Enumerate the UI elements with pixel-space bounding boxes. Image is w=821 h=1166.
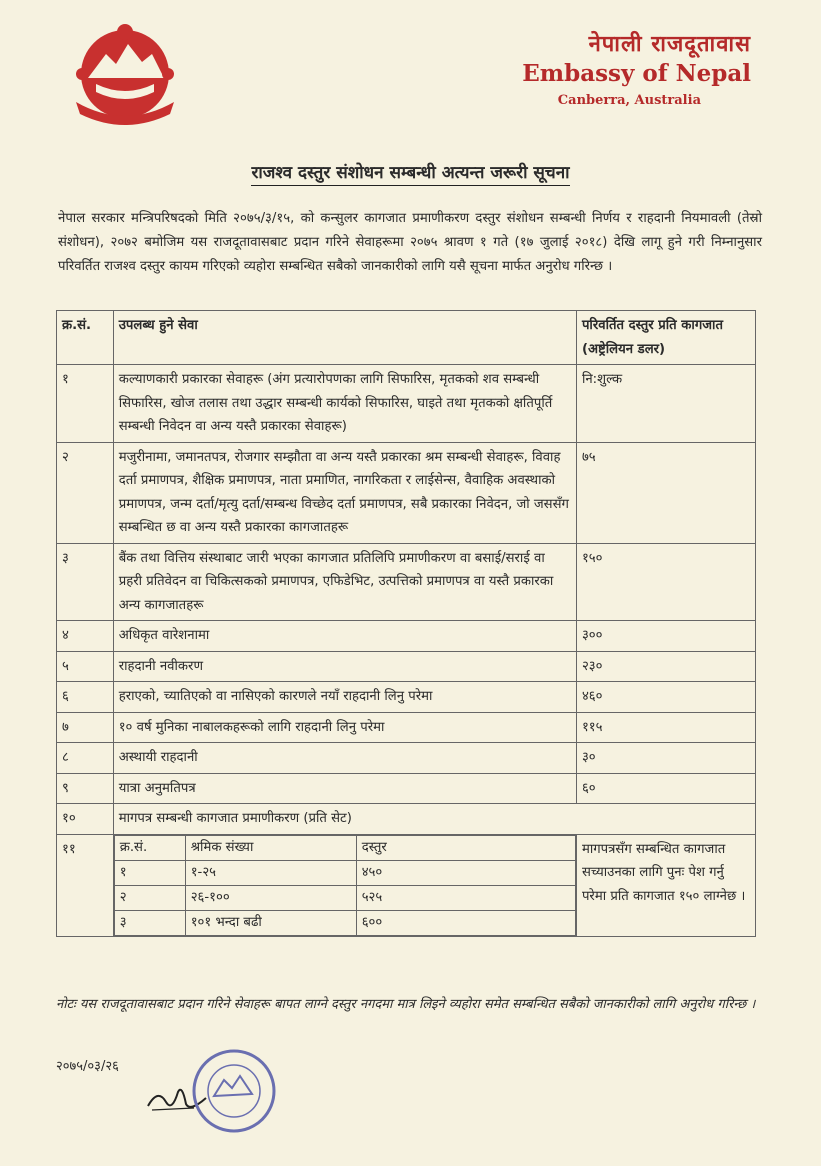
- row-service: अस्थायी राहदानी: [113, 743, 576, 774]
- letterhead: [522, 28, 751, 108]
- header-fee: परिवर्तित दस्तुर प्रति कागजात (अष्ट्रेलियन डलर): [576, 311, 755, 365]
- header-sn: क्र.सं.: [57, 311, 114, 365]
- sub-cell: २: [114, 885, 185, 910]
- table-row: [57, 804, 756, 835]
- row-service: हराएको, च्यातिएको वा नासिएको कारणले नयाँ राहदानी लिनु परेमा: [113, 682, 576, 713]
- sub-cell: ६००: [356, 910, 575, 935]
- sub-cell: ५२५: [356, 885, 575, 910]
- row-service: बैंक तथा वित्तिय संस्थाबाट जारी भएका कागजात प्रतिलिपि प्रमाणीकरण वा बसाई/सराई वा प्रहरी प्रतिवेदन वा चिकित्सकको प्रमाणपत्र, एफिडेभिट, उत्पत्तिको प्रमाणपत्र वा यस्तै प्रकारका अन्य कागजातहरू: [113, 543, 576, 621]
- row-service: मागपत्र सम्बन्धी कागजात प्रमाणीकरण (प्रति सेट): [113, 804, 755, 835]
- row-fee: ४६०: [576, 682, 755, 713]
- embassy-name-nepali: नेपाली राजदूतावास: [588, 32, 751, 57]
- table-row: [57, 442, 756, 543]
- row-number: ६: [57, 682, 114, 713]
- sub-cell: ३: [114, 910, 185, 935]
- sub-cell: १-२५: [185, 860, 356, 885]
- embassy-name-english: Embassy of Nepal: [522, 60, 751, 87]
- row-number: ३: [57, 543, 114, 621]
- row-service: कल्याणकारी प्रकारका सेवाहरू (अंग प्रत्यारोपणका लागि सिफारिस, मृतकको शव सम्बन्धी सिफारिस, खोज तलास तथा उद्धार सम्बन्धी कार्यको सिफारिस, घाइते तथा मृतकको क्षतिपूर्ति सम्बन्धी निवेदन वा अन्य यस्तै प्रकारका सेवाहरू): [113, 365, 576, 443]
- fee-table: [56, 310, 756, 937]
- row-number: २: [57, 442, 114, 543]
- row-fee: ७५: [576, 442, 755, 543]
- row-number: १: [57, 365, 114, 443]
- row-fee: १५०: [576, 543, 755, 621]
- nepal-emblem-icon: [66, 18, 184, 128]
- sub-header-fee: दस्तुर: [356, 835, 575, 860]
- demand-letter-subtable-cell: [113, 834, 576, 936]
- row-number: ११: [57, 834, 114, 936]
- row-number: ८: [57, 743, 114, 774]
- sub-cell: २६-१००: [185, 885, 356, 910]
- sub-cell: ४५०: [356, 860, 575, 885]
- sub-cell: १०१ भन्दा बढी: [185, 910, 356, 935]
- embassy-location: Canberra, Australia: [557, 93, 701, 108]
- row-number: १०: [57, 804, 114, 835]
- sub-header-sn: क्र.सं.: [114, 835, 185, 860]
- notice-date: २०७५/०३/२६: [56, 1059, 119, 1074]
- notice-title: राजश्व दस्तुर संशोधन सम्बन्धी अत्यन्त जरूरी सूचना: [0, 160, 821, 183]
- row-fee: ३००: [576, 621, 755, 652]
- sub-header-workers: श्रमिक संख्या: [185, 835, 356, 860]
- table-row: [57, 543, 756, 621]
- row-service: अधिकृत वारेशनामा: [113, 621, 576, 652]
- table-row: [57, 834, 756, 936]
- row-number: ५: [57, 651, 114, 682]
- header-service: उपलब्ध हुने सेवा: [113, 311, 576, 365]
- row-fee: २३०: [576, 651, 755, 682]
- row-service: मजुरीनामा, जमानतपत्र, रोजगार सम्झौता वा अन्य यस्तै प्रकारका श्रम सम्बन्धी सेवाहरू, विवाह दर्ता प्रमाणपत्र, शैक्षिक प्रमाणपत्र, नाता प्रमाणित, नागरिकता र लाईसेन्स, वैवाहिक अवस्थाको प्रमाणपत्र, जन्म दर्ता/मृत्यु दर्ता/सम्बन्ध विच्छेद दर्ता प्रमाणपत्र, सबै प्रकारका निवेदन, जो जससँग सम्बन्धित छ वा अन्य यस्तै प्रकारका कागजातहरू: [113, 442, 576, 543]
- embassy-seal-icon: [186, 1046, 282, 1136]
- row-number: ७: [57, 712, 114, 743]
- footer-note: नोटः यस राजदूतावासबाट प्रदान गरिने सेवाहरू बापत लाग्ने दस्तुर नगदमा मात्र लिइने व्यहोरा समेत सम्बन्धित सबैको जानकारीको लागि अनुरोध गरिन्छ ।: [56, 997, 756, 1012]
- resubmission-note: मागपत्रसँग सम्बन्धित कागजात सच्याउनका लागि पुनः पेश गर्नु परेमा प्रति कागजात १५० लाग्नेछ ।: [576, 834, 755, 936]
- row-service: १० वर्ष मुनिका नाबालकहरूको लागि राहदानी लिनु परेमा: [113, 712, 576, 743]
- demand-letter-subtable: [114, 835, 576, 936]
- table-row: [57, 712, 756, 743]
- table-row: [57, 621, 756, 652]
- table-header-row: [57, 311, 756, 365]
- row-fee: ६०: [576, 773, 755, 804]
- row-fee: ११५: [576, 712, 755, 743]
- row-number: ९: [57, 773, 114, 804]
- table-row: [57, 743, 756, 774]
- row-service: यात्रा अनुमतिपत्र: [113, 773, 576, 804]
- table-row: [57, 773, 756, 804]
- table-row: [57, 682, 756, 713]
- table-row: [57, 365, 756, 443]
- row-number: ४: [57, 621, 114, 652]
- sub-cell: १: [114, 860, 185, 885]
- row-service: राहदानी नवीकरण: [113, 651, 576, 682]
- intro-paragraph: नेपाल सरकार मन्त्रिपरिषदको मिति २०७५/३/१५, को कन्सुलर कागजात प्रमाणीकरण दस्तुर संशोधन सम्बन्धी निर्णय र राहदानी नियमावली (तेस्रो संशोधन), २०७२ बमोजिम यस राजदूतावासबाट प्रदान गरिने सेवाहरूमा २०७५ श्रावण १ गते (१७ जुलाई २०१८) देखि लागू हुने गरी निम्नानुसार परिवर्तित राजश्व दस्तुर कायम गरिएको व्यहोरा सम्बन्धित सबैको जानकारीको लागि यसै सूचना मार्फत अनुरोध गरिन्छ ।: [58, 211, 762, 274]
- row-fee: नि:शुल्क: [576, 365, 755, 443]
- table-row: [57, 651, 756, 682]
- row-fee: ३०: [576, 743, 755, 774]
